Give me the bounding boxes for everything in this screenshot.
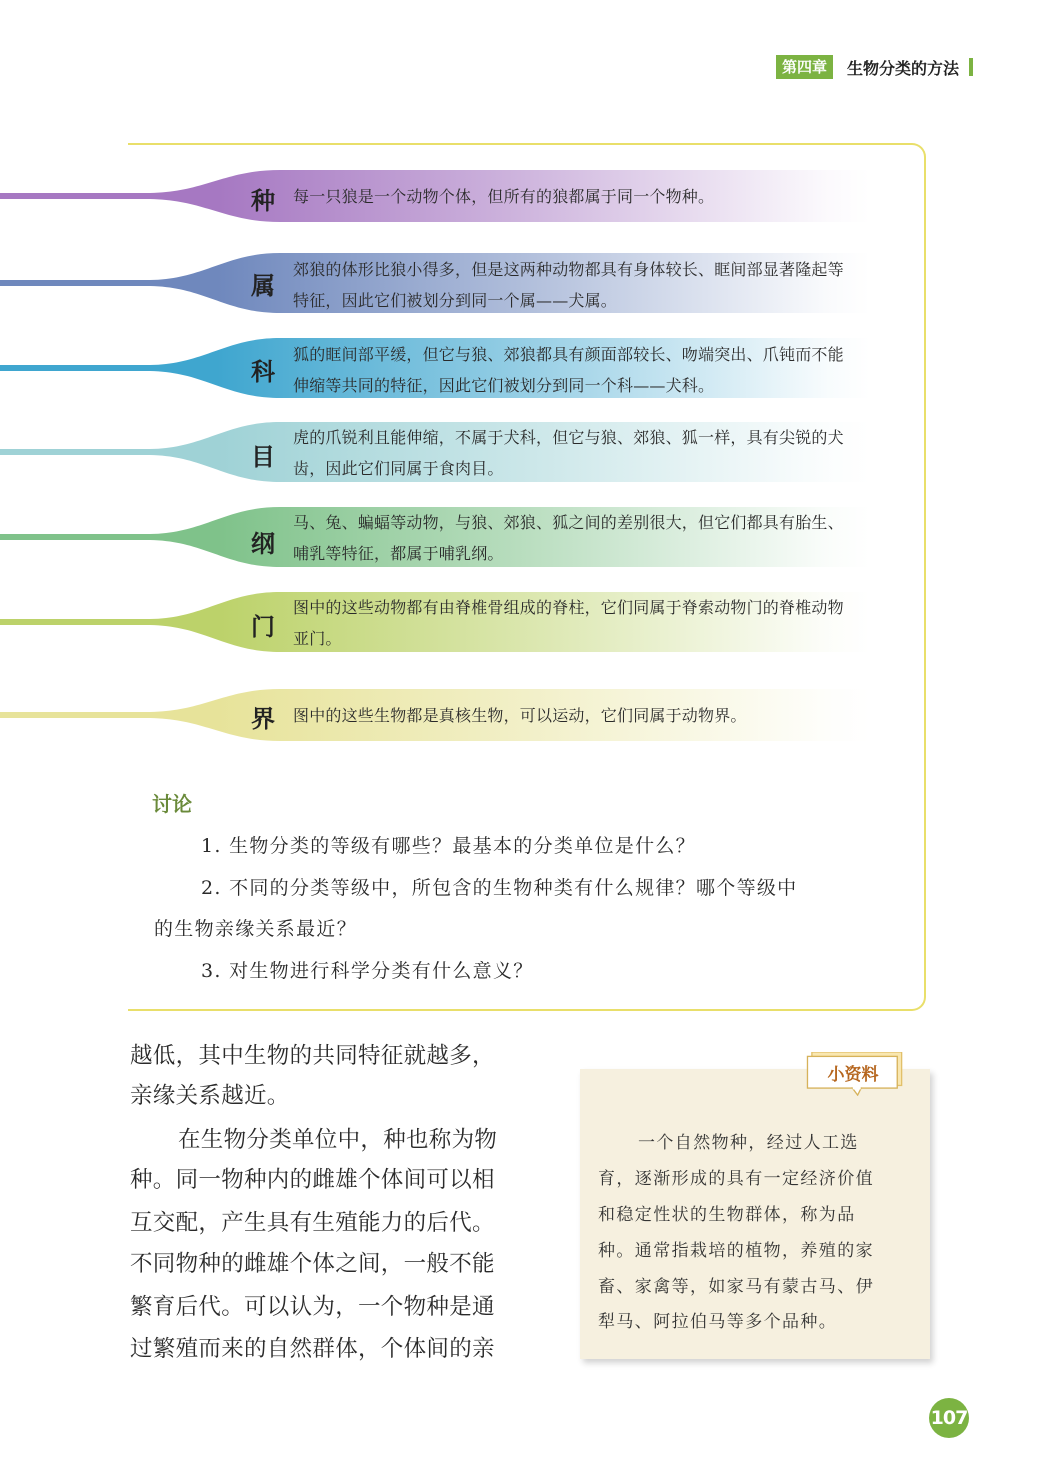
discussion-title: 讨论 [152,792,192,816]
rank-desc-line: 每一只狼是一个动物个体，但所有的狼都属于同一个物种。 [293,187,715,206]
rank-desc-line: 虎的爪锐利且能伸缩，不属于犬科，但它与狼、郊狼、狐一样，具有尖锐的犬 [293,428,844,447]
rank-desc-line: 哺乳等特征，都属于哺乳纲。 [293,544,504,563]
body-line: 过繁殖而来的自然群体，个体间的亲 [130,1336,495,1362]
body-line: 越低，其中生物的共同特征就越多， [130,1043,495,1069]
discussion-question: 1. 生物分类的等级有哪些？最基本的分类单位是什么？ [201,835,696,857]
rank-desc-genus [293,254,911,316]
rank-desc-line: 图中的这些生物都是真核生物，可以运动，它们同属于动物界。 [293,706,747,725]
rank-char-genus: 属 [251,272,275,300]
rank-desc-family [293,339,911,401]
rank-desc-line: 马、兔、蝙蝠等动物，与狼、郊狼、狐之间的差别很大，但它们都具有胎生、 [293,513,844,532]
chapter-title: 生物分类的方法 [846,58,959,78]
info-line: 犁马、阿拉伯马等多个品种。 [598,1312,838,1332]
body-line: 在生物分类单位中，种也称为物 [178,1127,498,1153]
rank-char-species: 种 [251,187,275,215]
info-line: 一个自然物种，经过人工选 [638,1133,859,1153]
rank-char-order: 目 [251,443,275,471]
info-line: 育，逐渐形成的具有一定经济价值 [598,1169,874,1189]
rank-desc-line: 郊狼的体形比狼小得多，但是这两种动物都具有身体较长、眶间部显著隆起等 [293,260,844,279]
rank-desc-kingdom [293,700,911,731]
discussion-question: 3. 对生物进行科学分类有什么意义？ [201,960,534,982]
body-line: 种。同一物种内的雌雄个体间可以相 [130,1167,495,1193]
body-line: 互交配，产生具有生殖能力的后代。 [130,1210,495,1236]
rank-desc-line: 伸缩等共同的特征，因此它们被划分到同一个科——犬科。 [293,376,715,395]
info-tag-label: 小资料 [827,1065,879,1085]
info-line: 和稳定性状的生物群体，称为品 [598,1205,856,1225]
rank-desc-species [293,181,911,212]
rank-desc-line: 特征，因此它们被划分到同一个属——犬属。 [293,291,618,310]
page-number: 107 [929,1398,969,1438]
info-line: 种。通常指栽培的植物，养殖的家 [598,1241,874,1261]
body-line: 亲缘关系越近。 [130,1083,290,1109]
discussion-question: 2. 不同的分类等级中，所包含的生物种类有什么规律？哪个等级中 [201,877,798,899]
rank-desc-line: 亚门。 [293,629,342,648]
rank-desc-class [293,507,911,569]
info-line: 畜、家禽等，如家马有蒙古马、伊 [598,1277,874,1297]
discussion-question-cont: 的生物亲缘关系最近？ [154,918,358,940]
rank-desc-line: 图中的这些动物都有由脊椎骨组成的脊柱，它们同属于脊索动物门的脊椎动物 [293,598,844,617]
rank-char-kingdom: 界 [251,705,275,733]
rank-char-family: 科 [251,358,275,386]
rank-desc-line: 齿，因此它们同属于食肉目。 [293,459,504,478]
rank-char-class: 纲 [251,530,275,558]
rank-desc-line: 狐的眶间部平缓，但它与狼、郊狼都具有颜面部较长、吻端突出、爪钝而不能 [293,345,844,364]
rank-desc-phylum [293,592,911,654]
body-line: 不同物种的雌雄个体之间，一般不能 [130,1251,495,1277]
chapter-tag: 第四章 [776,55,833,79]
rank-char-phylum: 门 [251,613,275,641]
body-line: 繁育后代。可以认为，一个物种是通 [130,1294,495,1320]
rank-desc-order [293,422,911,484]
